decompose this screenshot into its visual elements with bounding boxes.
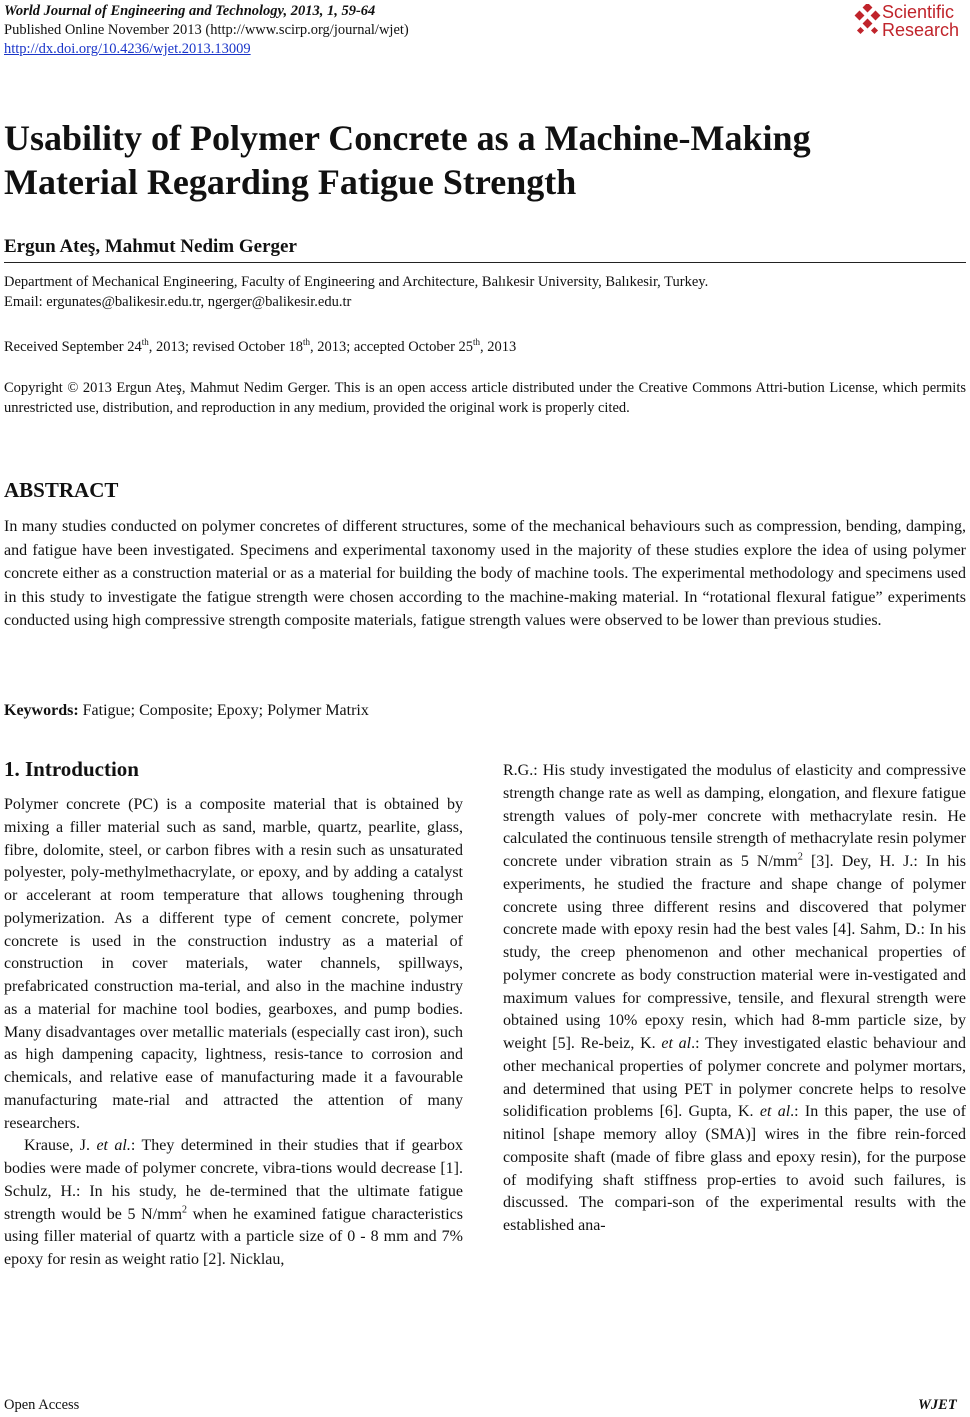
- keywords-label: Keywords:: [4, 702, 79, 719]
- abstract-heading: ABSTRACT: [4, 478, 119, 502]
- logo-line-1: Scientific: [882, 2, 955, 22]
- footer-open-access: Open Access: [4, 1397, 80, 1413]
- article-title: [4, 116, 964, 204]
- affiliation: Department of Mechanical Engineering, Faculty of Engineering and Architecture, Balıkesir University, Balıkesir, Turkey.: [4, 274, 709, 290]
- right-column: [503, 760, 966, 1238]
- keywords: [4, 702, 369, 720]
- publisher-logo-icon: [852, 4, 882, 38]
- published-online: Published Online November 2013 (http://www.scirp.org/journal/wjet): [4, 22, 409, 38]
- left-column: [4, 794, 463, 1272]
- logo-line-2: Research: [882, 20, 960, 40]
- authors: Ergun Ateş, Mahmut Nedim Gerger: [4, 236, 297, 257]
- intro-paragraph-3: R.G.: His study investigated the modulus of elasticity and compressive strength change rate as well as damping, elongation, and flexure fatigue strength values of poly-mer concrete with methacrylate resin. He calculated the continuous tensile strength of methacrylate resin polymer concrete under vibration strain as 5 $N/mm^2$ [3]. Dey, H. J.: In his experiments, he studied the fracture and shape change of polymer concrete using three different resins and discovered that polymer concrete made with epoxy resin had the best vales [4]. Sahm, D.: In his study, the creep phenomenon and other mechanical properties of polymer concrete as body construction material were in-vestigated and maximum values for compressive, tensile, and flexural strength were obtained using 10% epoxy resin, which had 8-mm particle size, by weight [5]. Re-beiz, K. et al.: They investigated elastic behaviour and other mechanical properties of polymer concrete and polymer mortars, and determined that using PET in polymer concrete helps to resolve solidification problems [6]. Gupta, K. et al.: In this paper, the use of nitinol [shape memory alloy (SMA)] wires in the fibre rein-forced composite shaft (made of fibre glass and epoxy resin), for the purpose of modifying shaft stiffness prop-erties to avoid such failures, is discussed. The compari-son of the experimental results with the established ana-: [503, 762, 967, 1234]
- journal-header: [4, 2, 409, 59]
- journal-citation: , 2013, 1, 59-64: [283, 3, 376, 19]
- title-line-2: Material Regarding Fatigue Strength: [4, 162, 577, 202]
- copyright-notice: Copyright © 2013 Ergun Ateş, Mahmut Nedim Gerger. This is an open access article distributed under the Creative Commons Attri-bution License, which permits unrestricted use, distribution, and reproduction in any medium, provided the original work is properly cited.: [4, 380, 966, 416]
- intro-paragraph-2: Krause, J. et al.: They determined in their studies that if gearbox bodies were made of polymer concrete, vibra-tions would decrease [1]. Schulz, H.: In his study, he de-termined that the ultimate fatigue strength would be 5 $N/mm^2$ when he examined fatigue characteristics using filler material of quartz with a particle size of 0 - 8 mm and 7% epoxy for resin as weight ratio [2]. Nicklau,: [4, 1137, 464, 1268]
- intro-paragraph-1: Polymer concrete (PC) is a composite material that is obtained by mixing a filler material such as sand, marble, quartz, pearlite, glass, fibre, dolomite, steel, or carbon fibres with a resin such as unsaturated polyester, poly-methylmethacrylate, or epoxy, and by adding a catalyst or accelerant at room temperature that allows toughening through polymerization. As a different type of cement concrete, polymer concrete is used in the construction industry as a material of construction in cover materials, water channels, spillways, prefabricated construction ma-terial, and also in the machine industry as a material for machine tool bodies, gearboxes, and pump bodies. Many disadvantages over metallic materials (especially cast iron), such as high dampening capacity, lightness, resis-tance to corrosion and chemicals, and relative ease of manufacturing made it a favourable manufacturing mate-rial and attracted the attention of many researchers.: [4, 796, 463, 1132]
- section-heading-introduction: 1. Introduction: [4, 757, 139, 781]
- received-dates: Received September 24th, 2013; revised October 18th, 2013; accepted October 25th, 2013: [4, 337, 517, 355]
- email: Email: ergunates@balikesir.edu.tr, ngerger@balikesir.edu.tr: [4, 294, 352, 310]
- title-line-1: Usability of Polymer Concrete as a Machine-Making: [4, 118, 811, 158]
- doi-link[interactable]: http://dx.doi.org/10.4236/wjet.2013.13009: [4, 41, 251, 57]
- journal-name: World Journal of Engineering and Technology: [4, 3, 284, 19]
- scientific-research-logo: [852, 2, 968, 42]
- footer-journal-abbrev: WJET: [918, 1397, 957, 1413]
- header-rule: [4, 262, 966, 263]
- abstract-text: In many studies conducted on polymer concretes of different structures, some of the mechanical behaviours such as compression, bending, damping, and fatigue have been investigated. Specimens and experimental taxonomy used in the majority of these studies explore the idea of using polymer concrete either as a construction material or as a material for building the body of machine tools. The experimental methodology and specimens used in this study to investigate the fatigue strength were chosen according to the machine-making material. In “rotational flexural fatigue” experiments conducted using high compressive strength composite materials, fatigue strength values were observed to be lower than previous studies.: [4, 518, 966, 630]
- keywords-list: Fatigue; Composite; Epoxy; Polymer Matrix: [78, 702, 369, 719]
